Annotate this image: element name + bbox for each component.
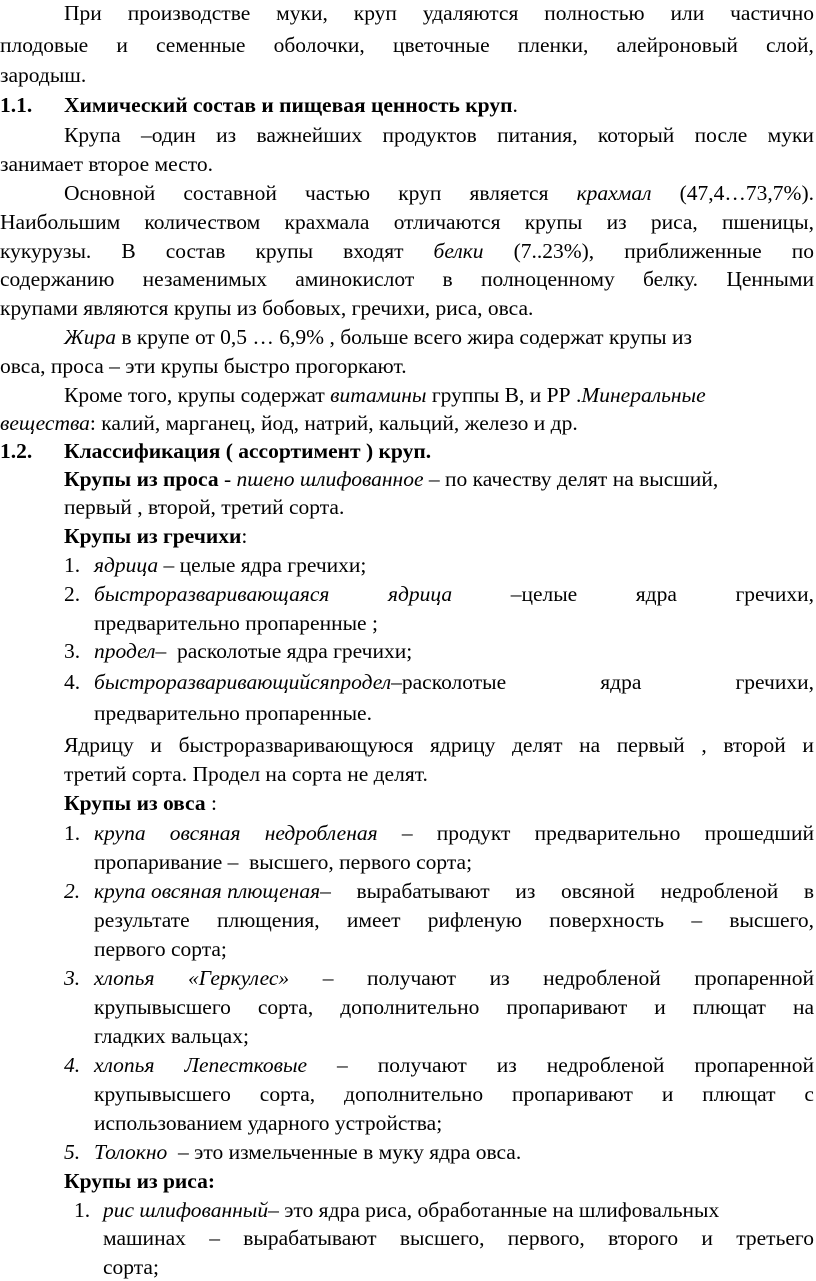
term-fat: Жира xyxy=(64,325,116,349)
term-proteins: белки xyxy=(433,239,484,263)
oats-item-5: Толокно – это измельченные в муку ядра овса. xyxy=(94,1140,522,1164)
para-fat-line-2: овса, проса – эти крупы быстро прогоркают. xyxy=(0,354,407,378)
oats-item-4-line-3: использованием ударного устройства; xyxy=(94,1111,443,1135)
section-1-2-heading: Классификация ( ассортимент ) круп. xyxy=(64,439,432,463)
oats-item-2-line-3: первого сорта; xyxy=(94,937,227,961)
para-starch-line-2: Наибольшим количеством крахмала отличаются крупы из риса, пшеницы, xyxy=(0,210,814,234)
rice-item-1-line-3: сорта; xyxy=(103,1255,159,1279)
section-1-1-number: 1.1. xyxy=(0,93,33,117)
millet-heading: Крупы из проса xyxy=(64,467,219,491)
millet-line-2: первый , второй, третий сорта. xyxy=(64,495,345,519)
oats-item-1-number: 1. xyxy=(64,821,81,845)
oats-item-3-line-3: гладких вальцах; xyxy=(94,1024,249,1048)
rice-item-1-line-1: рис шлифованный– это ядра риса, обработанные на шлифовальных xyxy=(103,1198,720,1222)
section-1-2-number: 1.2. xyxy=(0,439,33,463)
oats-item-2-number: 2. xyxy=(64,879,81,903)
para-starch-line-5: крупами являются крупы из бобовых, гречихи, риса, овса. xyxy=(0,296,534,320)
buckwheat-item-4-line-1: быстроразваривающийсяпродел–расколотые ядра гречихи, xyxy=(94,670,814,694)
oats-item-1-line-1: крупа овсяная недробленая – продукт предварительно прошедший xyxy=(94,821,814,845)
para-krupa-line-1: Крупа –один из важнейших продуктов питания, который после муки xyxy=(64,123,814,147)
intro-line-1: При производстве муки, круп удаляются полностью или частично xyxy=(64,1,814,25)
buckwheat-item-2-line-1: быстроразваривающаяся ядрица –целые ядра гречихи, xyxy=(94,582,814,606)
buckwheat-note-line-1: Ядрицу и быстроразваривающуюся ядрицу делят на первый , второй и xyxy=(64,733,814,757)
term-vitamins: витамины xyxy=(330,383,427,407)
oats-item-2-line-2: результате плющения, имеет рифленую поверхность – высшего, xyxy=(94,908,814,932)
buckwheat-note-line-2: третий сорта. Продел на сорта не делят. xyxy=(64,762,428,786)
buckwheat-item-1-number: 1. xyxy=(64,553,81,577)
oats-item-5-number: 5. xyxy=(64,1140,81,1164)
section-1-1-heading: Химический состав и пищевая ценность круп. xyxy=(64,93,518,117)
para-fat-line-1: Жира в крупе от 0,5 … 6,9% , больше всего жира содержат крупы из xyxy=(64,325,692,349)
rice-item-1-line-2: машинах – вырабатывают высшего, первого, второго и третьего xyxy=(103,1226,814,1250)
para-vitamins-line-1: Кроме того, крупы содержат витамины группы В, и РР .Минеральные xyxy=(64,383,706,407)
intro-line-3: зародыш. xyxy=(0,63,87,87)
para-starch-line-3: кукурузы. В состав крупы входят белки (7..23%), приближенные по xyxy=(0,238,814,265)
buckwheat-item-4-number: 4. xyxy=(64,670,81,694)
intro-line-2: плодовые и семенные оболочки, цветочные пленки, алейроновый слой, xyxy=(0,33,814,57)
para-starch-line-4: содержанию незаменимых аминокислот в полноценному белку. Ценными xyxy=(0,267,814,291)
oats-item-4-line-1: хлопья Лепестковые – получают из недробленой пропаренной xyxy=(94,1053,814,1077)
buckwheat-item-3: продел– расколотые ядра гречихи; xyxy=(94,639,413,663)
buckwheat-item-3-number: 3. xyxy=(64,639,81,663)
oats-item-3-line-1: хлопья «Геркулес» – получают из недробленой пропаренной xyxy=(94,966,814,990)
buckwheat-item-1: ядрица – целые ядра гречихи; xyxy=(94,553,367,577)
para-krupa-line-2: занимает второе место. xyxy=(0,152,213,176)
para-starch-line-1: Основной составной частью круп является крахмал (47,4…73,7%). xyxy=(64,180,814,207)
para-vitamins-line-2: вещества: калий, марганец, йод, натрий, кальций, железо и др. xyxy=(0,411,578,435)
oats-item-3-line-2: крупывысшего сорта, дополнительно пропаривают и плющат на xyxy=(94,995,814,1019)
oats-item-1-line-2: пропаривание – высшего, первого сорта; xyxy=(94,850,473,874)
oats-item-4-number: 4. xyxy=(64,1053,81,1077)
oats-heading: Крупы из овса : xyxy=(64,791,217,815)
buckwheat-item-4-line-2: предварительно пропаренные. xyxy=(94,701,372,725)
buckwheat-item-2-line-2: предварительно пропаренные ; xyxy=(94,611,378,635)
oats-item-3-number: 3. xyxy=(64,966,81,990)
buckwheat-heading: Крупы из гречихи: xyxy=(64,524,248,548)
millet-line-1: Крупы из проса - пшено шлифованное – по качеству делят на высший, xyxy=(64,467,719,491)
term-minerals: Минеральные xyxy=(581,383,706,407)
oats-item-2-line-1: крупа овсяная плющеная– вырабатывают из овсяной недробленой в xyxy=(94,879,814,903)
buckwheat-item-2-number: 2. xyxy=(64,582,81,606)
rice-heading: Крупы из риса: xyxy=(64,1169,216,1193)
oats-item-4-line-2: крупывысшего сорта, дополнительно пропаривают и плющат с xyxy=(94,1082,814,1106)
rice-item-1-number: 1. xyxy=(74,1198,91,1222)
term-starch: крахмал xyxy=(576,181,652,205)
